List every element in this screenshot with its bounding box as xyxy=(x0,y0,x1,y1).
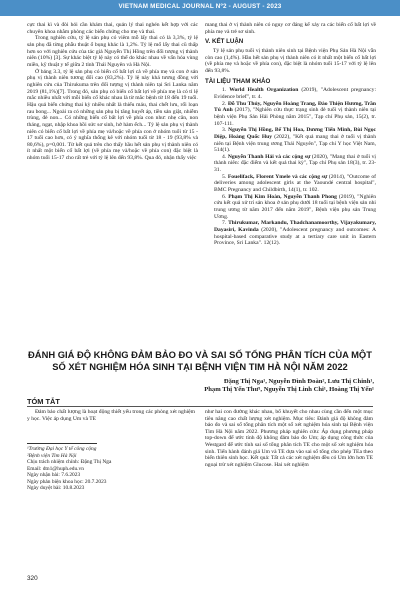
reference-item: 1. World Health Organization (2019), "Adolescent pregnancy: Evidence brief", tr. 4. xyxy=(214,87,376,100)
abstract-left-text: Đảm bảo chất lượng là hoạt động thiết yếu trong các phòng xét nghiệm y học. Việc áp dụng Um và TE xyxy=(27,409,195,422)
right-paragraph-1: mang thai ở vị thành niên có nguy cơ đáng kể xảy ra các biến cố bất lợi về phía mẹ và trẻ sơ sinh. xyxy=(205,22,376,35)
left-paragraph-2: Trong nghiên cứu, tỷ lệ sản phụ có viêm mỗ lấy thai có là 3,3%, tỷ lệ sản phụ đã từng phẫu thuật ổ bụng khác là 1,2%. Tỷ lệ mổ lấy thai cũ thấp hơn so với nghiên cứu của tác giả Nguyễn Thị Hồng trên đối tượng vị thành niên (10%) [3]. Sự khác biệt tỷ lệ này có thể do khác nhau về vấn hóa vùng miền, kỹ thuật y tế giữa 2 tỉnh Thái Nguyên và Hà Nội. xyxy=(27,35,198,68)
email: Email: dtn1@huph.edu.vn xyxy=(27,465,84,472)
right-column xyxy=(205,22,376,247)
abstract-heading: TÓM TẮT xyxy=(27,397,60,406)
reference-item: 7. Thirukumar, Markandu, Thadchanamoorthy, Vijayakumary, Dayasiri, Kavinda (2020), "Adolescent pregnancy and outcomes: A hospital-based comparative study at a tertiary care unit in Eastern Province, Sri Lanka". 12(12). xyxy=(214,220,376,247)
reference-item: 4. Nguyễn Thanh Hải và các cộng sự (2020), "Mang thai ở tuổi vị thành niên: đặc điểm và kết quả thai kỳ", Tạp chí Phụ sản 18(3), tr. 23-31. xyxy=(214,153,376,174)
author-list xyxy=(180,378,374,394)
corresponding-author: Chịu trách nhiệm chính: Đặng Thị Nga xyxy=(27,459,112,466)
reference-item: 6. Phạm Thị Kim Hoàn, Nguyễn Thanh Phong (2019), "Nghiên cứu kết quả xử trí sản khoa ở sản phụ dưới 18 tuổi tại bệnh viện sản nhi trung ương từ năm 2017 đến năm 2019", Bệnh viện phụ sản Trung Ương. xyxy=(214,193,376,220)
section-divider xyxy=(27,406,373,407)
left-paragraph-1: cực thai kì và đòi hỏi cần khám thai, quản lý thai nghén kết hợp với các chuyên khoa nhằm phòng các biến chứng cho mẹ và thai. xyxy=(27,22,198,35)
abstract-right-text: như hai con đường khác nhau, bổ khuyết cho nhau cùng cần đến một mục tiêu nâng cao chất lượng xét nghiệm. Mục tiêu: Đánh giá độ không đảm bảo đo và sai số tổng phân tích một số xét nghiệm hóa sinh tại Bệnh viện Tim Hà Nội năm 2022. Phương pháp nghiên cứu: Áp dụng phương pháp top-down để ước tính độ không đảm bảo đo Um; áp dụng công thức của Westgard để ước tính sai số tổng phân tích TE cho một số xét nghiệm hóa sinh. Tiến hành đánh giá Um và TE dựa vào sai số tổng cho phép TEa theo biến thiên sinh học. Kết quả: Tất cả các xét nghiệm đều có Um lớn hơn TE ngoại trừ xét nghiệm Glucose. Hai xét nghiệm xyxy=(205,409,373,468)
conclusion-heading: V. KẾT LUẬN xyxy=(205,38,244,46)
authors-line-2: Phạm Thị Yến Thư¹, Nguyễn Thị Linh Chi¹, Hoàng Thị Yến¹ xyxy=(204,386,374,394)
abstract-left xyxy=(27,409,195,422)
journal-header: VIETNAM MEDICAL JOURNAL Nº2 - AUGUST - 2023 xyxy=(118,3,282,10)
left-paragraph-3: Ở bảng 3.3, tỷ lệ sản phụ có biến cố bất lợi cả về phía mẹ và con ở sản phụ vị thành niên tương đối cao (83,2%). Tỷ lệ này khá tương đồng với nghiên cứu của Thirukuma trên đối tượng vị thành niên tại Sri Lanka năm 2019 (81,1%)[7]. Trong đó, sản phụ có biến cố bất lợi về phía mẹ là có tỉ lệ mắc nhiều nhất với mỗi biến cố khác nhau là từ mắc bệnh từ 18 đến 19 tuổi. Hậu quả biến chứng thai kỳ nhiều nhất là thiếu máu, thai chết lưu, rối loạn rau bong... Ngoài ra có những sản phụ bị tăng huyết áp, tiền sản giật, nhiễm trùng, đẻ non... Có những biến cố bất lợi về phía con như: nhẹ cân, non tháng, ngạt, nhập khoa hồi sức sơ sinh, hở hàm ếch... Tỷ lệ sản phụ vị thành niên có biến cố bất lợi về phía mẹ và/hoặc về phía con ở nhóm tuổi từ 15 - 17 tuổi cao hơn, có ý nghĩa thống kê với nhóm tuổi từ 18 - 19 (93,8% và 80,6%), p=0,001. Từ kết quả trên cho thấy hầu hết sản phụ vị thành niên có ít nhất một biến cố bất lợi (về phía mẹ và/hoặc về phía con) đặc biệt là nhóm tuổi 15-17 cho rất trẻ với tỷ lệ lên đến 93,8%. Qua đó, nhận thấy việc xyxy=(27,68,198,162)
reference-item: 3. Nguyễn Thị Hồng, Bế Thị Hoa, Dương Tiến Minh, Bùi Ngọc Diệp, Hoàng Quốc Huy (2022), "Kết quả mang thai ở tuổi vị thành niên tại Bệnh viện trung ương Thái Nguyên", Tạp chí Y học Việt Nam, 514(1). xyxy=(214,127,377,154)
date-accepted: Ngày duyệt bài: 10.8.2023 xyxy=(27,485,85,492)
article-metadata xyxy=(27,446,195,492)
page-number: 320 xyxy=(27,575,38,582)
article-title: ĐÁNH GIÁ ĐỘ KHÔNG ĐẢM BẢO ĐO VÀ SAI SỐ TỔNG PHÂN TÍCH CỦA MỘT SỐ XÉT NGHIỆM HÓA SINH TẠI BỆNH VIỆN TIM HÀ NỘI NĂM 2022 xyxy=(28,349,372,372)
affiliation-1: ¹Trường Đại học Y tế công cộng xyxy=(27,446,97,452)
abstract-right xyxy=(205,409,373,468)
footnote-divider xyxy=(27,443,97,444)
affiliation-2: ²Bệnh viện Tim Hà Nội xyxy=(27,452,77,459)
left-column xyxy=(27,22,198,162)
reference-item: 2. Đỗ Thu Thủy, Nguyễn Hoàng Trang, Đào Thiện Hương, Trần Tú Anh (2017), "Nghiên cứu thực trạng sinh đẻ tuổi vị thành niên tại bệnh viện Phụ Sản Hải Phòng năm 2015", Tạp chí Phụ sản, 15(2), tr. 107-111. xyxy=(214,100,376,127)
date-reviewed: Ngày phản biện khoa học: 20.7.2023 xyxy=(27,478,107,485)
references-heading: TÀI LIỆU THAM KHẢO xyxy=(205,77,271,85)
date-received: Ngày nhận bài: 7.6.2023 xyxy=(27,472,81,479)
authors-line-1: Đặng Thị Nga¹, Nguyễn Đình Đoàn², Lưu Thị Chinh¹, xyxy=(223,378,374,385)
conclusion-text: Tỷ lệ sản phụ tuổi vị thành niên sinh tại Bệnh viện Phụ Sản Hà Nội vẫn còn cao (1,4%). Hầu hết sản phụ vị thành niên có ít nhất một biến cố bất lợi (về phía mẹ và hoặc về phía con), đặc biệt là nhóm tuổi 15-17 với tỷ lệ lên đến 93,8%. xyxy=(205,47,376,74)
reference-item: 5. Fouelifack, Florent Ymele và các cộng sự (2014), "Outcome of deliveries among adolescent girls at the Yaoundé central hospital", BMC Pregnancy and Childbirth, 14(1), tr. 102. xyxy=(214,173,376,194)
reference-list xyxy=(205,87,376,247)
